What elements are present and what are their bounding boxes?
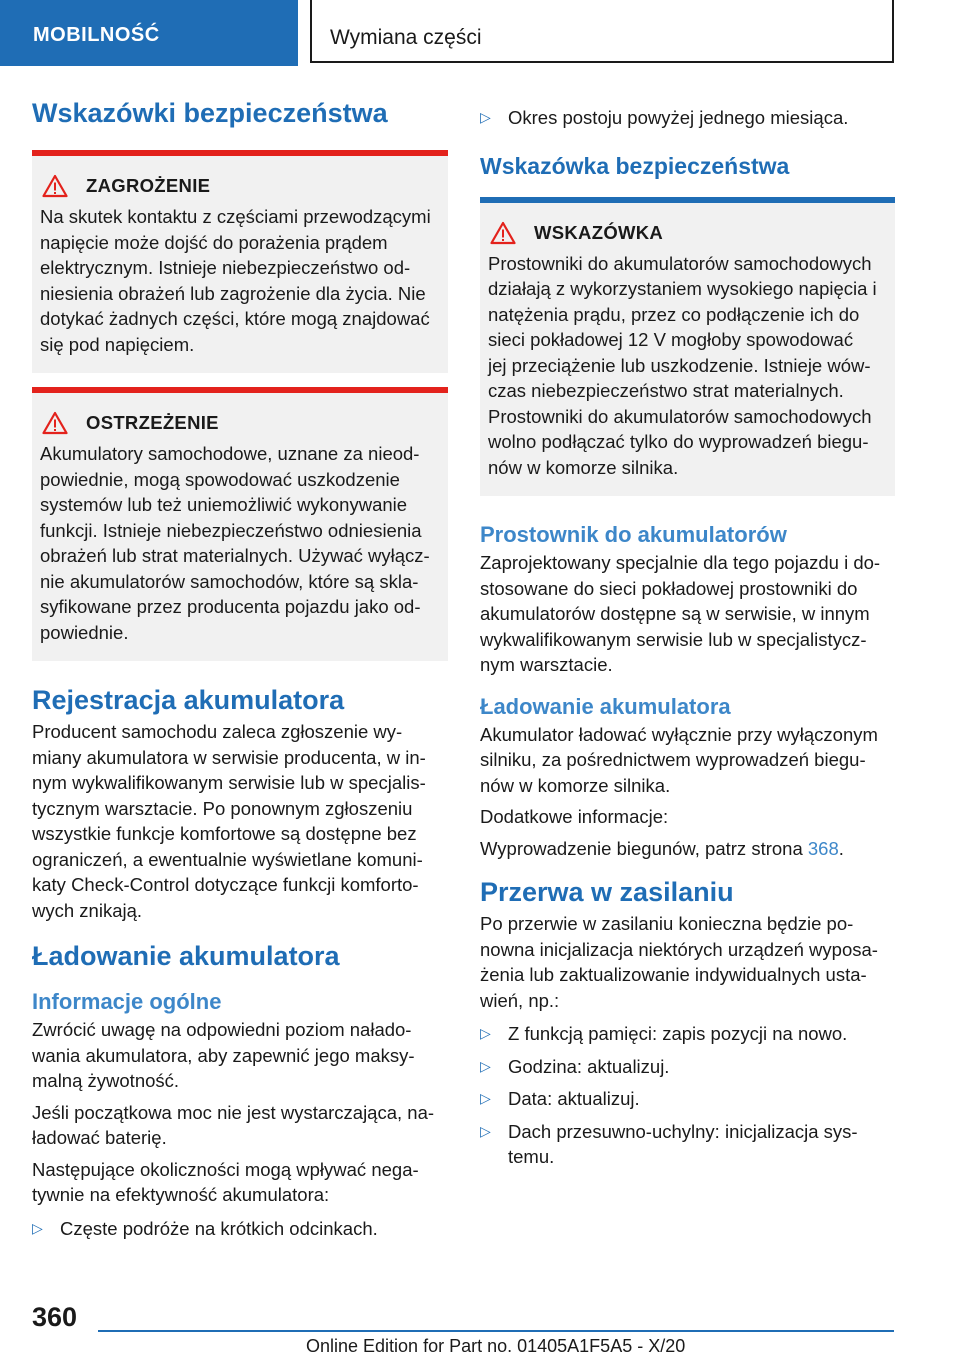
list-item-text: Data: aktualizuj. (508, 1088, 640, 1109)
text-line: miany akumulatora w serwisie producenta, w in- (32, 746, 426, 768)
section-tab[interactable]: MOBILNOŚĆ (0, 0, 298, 66)
right-column (480, 105, 895, 1170)
notice-box (480, 197, 895, 497)
warning-title: OSTRZEŻENIE (86, 412, 219, 433)
text-line: nym wykwalifikowanym serwisie lub w specjalis- (32, 772, 426, 793)
bullet-triangle-icon: ▷ (480, 109, 491, 125)
text-line: sieci pokładowej 12 V mogłoby spowodować (488, 329, 854, 350)
text-line: wszystkie funkcje komfortowe są dostępne bez (32, 823, 417, 844)
registration-text (32, 719, 448, 923)
text-line: syfikowane przez producenta pojazdu jako od- (40, 596, 421, 617)
text-line: Akumulatory samochodowe, uznane za nieod- (40, 443, 420, 464)
bullet-triangle-icon: ▷ (480, 1122, 491, 1139)
power-outage-heading: Przerwa w zasilaniu (480, 877, 734, 907)
list-item (480, 1119, 895, 1170)
text-line: wień, np.: (480, 989, 560, 1011)
text-line: wolno podłączać tylko do wyprowadzeń biegu- (488, 431, 869, 452)
registration-heading: Rejestracja akumulatora (32, 685, 345, 715)
text-line: funkcji. Istnieje niebezpieczeństwo odniesienia (40, 519, 422, 541)
text-line: Akumulator ładować wyłącznie przy wyłączonym (480, 723, 878, 745)
text-line: Zwrócić uwagę na odpowiedni poziom nałado- (32, 1019, 412, 1040)
text-line: silniku, za pośrednictwem wyprowadzeń biegu- (480, 749, 866, 770)
text-line: nie akumulatorów samochodów, które są skla- (40, 570, 419, 592)
bullet-triangle-icon: ▷ (480, 1025, 491, 1041)
left-column (32, 96, 448, 1241)
text-line: katy Check-Control dotyczące funkcji komforto- (32, 874, 419, 895)
text-line: tywnie na efektywność akumulatora: (32, 1184, 330, 1205)
edition-note: Online Edition for Part no. 01405A1F5A5 - X/20 (306, 1336, 686, 1356)
text-line: systemów lub też uniemożliwić wykonywanie (40, 494, 408, 515)
text-line: natężenia prądu, przez co podłączenie ich do (488, 303, 860, 325)
text-line: elektrycznym. Istnieje niebezpieczeństwo od- (40, 257, 411, 278)
text-line: wania akumulatora, aby zapewnić jego maksy- (32, 1044, 415, 1066)
text-line: tycznym warsztacie. Po ponownym zgłoszeniu (32, 797, 413, 819)
general-info-subheading: Informacje ogólne (32, 989, 222, 1014)
text-line: napięcie może dojść do porażenia prądem (40, 231, 388, 253)
list-item (480, 1021, 895, 1047)
bullet-triangle-icon: ▷ (32, 1219, 43, 1236)
danger-title: ZAGROŻENIE (86, 175, 211, 196)
safety-note-heading: Wskazówka bezpieczeństwa (480, 152, 790, 179)
text-line: akumulatorów dostępne są w serwisie, w innym (480, 603, 870, 624)
text-line: nów w komorze silnika. (480, 774, 671, 796)
text-line: powiednie. (40, 621, 129, 643)
charging-note-text (480, 722, 895, 799)
text-line: wych znikają. (32, 899, 143, 921)
list-item-text: Z funkcją pamięci: zapis pozycji na nowo. (508, 1023, 848, 1044)
text-line: nowna inicjalizacja niektórych urządzeń wyposa- (480, 938, 878, 960)
footer-divider (98, 1330, 894, 1332)
danger-title-row (40, 174, 440, 198)
charging-para-1 (32, 1017, 448, 1094)
text-line: Dach przesuwno-uchylny: inicjalizacja sys- (508, 1120, 858, 1142)
charging-note-heading: Ładowanie akumulatora (480, 693, 731, 719)
text-line: się pod napięciem. (40, 333, 195, 355)
page-number: 360 (32, 1302, 78, 1332)
text-line: żenia lub zaktualizowanie indywidualnych usta- (480, 964, 867, 985)
list-item (32, 1216, 448, 1242)
notice-title: WSKAZÓWKA (534, 221, 664, 243)
bullet-triangle-icon: ▷ (480, 1090, 491, 1106)
danger-text (40, 204, 440, 357)
list-item-text: Godzina: aktualizuj. (508, 1055, 670, 1077)
text-line: Producent samochodu zaleca zgłoszenie wy- (32, 721, 403, 742)
page-header (0, 0, 960, 66)
warning-triangle-icon (490, 221, 516, 245)
text-line: ograniczeń, a ewentualnie wyświetlane komuni- (32, 848, 423, 870)
charging-para-3 (32, 1157, 448, 1208)
text-line: działają z wykorzystaniem wysokiego napięcia i (488, 278, 877, 299)
power-outage-text (480, 911, 895, 1013)
warning-triangle-icon (42, 411, 68, 435)
charging-heading: Ładowanie akumulatora (32, 941, 340, 971)
list-item (480, 1086, 895, 1112)
text-line: jej przeciążenie lub uszkodzenie. Istnieje wów- (488, 354, 871, 376)
list-item (480, 1054, 895, 1080)
text-line: powiednie, mogą spowodować uszkodzenie (40, 468, 400, 490)
text-line: stosowane do sieci pokładowej prostowniki do (480, 577, 858, 599)
additional-info-label: Dodatkowe informacje: (480, 806, 669, 827)
text-line: Jeśli początkowa moc nie jest wystarczająca, na- (32, 1101, 435, 1123)
text-line: Na skutek kontaktu z częściami przewodzącymi (40, 206, 431, 227)
warning-text (40, 441, 440, 645)
notice-title-row (488, 221, 887, 245)
text-line: Prostowniki do akumulatorów samochodowych (488, 405, 872, 427)
list-item (480, 105, 895, 131)
reference-end: . (838, 837, 844, 859)
warning-title-row (40, 411, 440, 435)
charger-text (480, 550, 895, 678)
list-item-text (508, 1119, 858, 1170)
text-line: obrażeń lub strat materialnych. Używać wyłącz- (40, 545, 430, 566)
text-line: Prostowniki do akumulatorów samochodowych (488, 252, 872, 274)
charger-heading: Prostownik do akumulatorów (480, 522, 787, 547)
text-line: dotykać żadnych części, które mogą znajdować (40, 308, 430, 329)
text-line: niesienia obrażeń lub zagrożenie dla życia. Nie (40, 282, 426, 304)
text-line: nów w komorze silnika. (488, 456, 679, 478)
text-line: malną żywotność. (32, 1070, 180, 1091)
charging-para-2 (32, 1100, 448, 1151)
text-line: Następujące okoliczności mogą wpływać nega- (32, 1158, 419, 1180)
safety-heading: Wskazówki bezpieczeństwa (32, 98, 388, 128)
text-line: Zaprojektowany specjalnie dla tego pojazdu i do- (480, 552, 881, 573)
text-line: wykwalifikowanym serwisie lub w specjalistycz- (480, 628, 867, 650)
chapter-title: Wymiana części (310, 0, 894, 63)
reference-text: Wyprowadzenie biegunów, patrz strona (480, 837, 808, 859)
warning-triangle-icon (42, 174, 68, 198)
list-item-text: Częste podróże na krótkich odcinkach. (60, 1217, 378, 1239)
text-line: Po przerwie w zasilaniu konieczna będzie po- (480, 913, 854, 934)
text-line: temu. (508, 1146, 555, 1167)
text-line: ładować baterię. (32, 1127, 167, 1148)
notice-text (488, 251, 887, 481)
danger-box (32, 150, 448, 373)
text-line: nym warsztacie. (480, 654, 613, 675)
list-item-text: Okres postoju powyżej jednego miesiąca. (508, 107, 849, 128)
warning-box (32, 387, 448, 661)
text-line: czas niebezpieczeństwo strat materialnych. (488, 380, 844, 401)
page-reference (480, 836, 895, 862)
bullet-triangle-icon: ▷ (480, 1057, 491, 1074)
page-link[interactable]: 368 (807, 837, 839, 859)
